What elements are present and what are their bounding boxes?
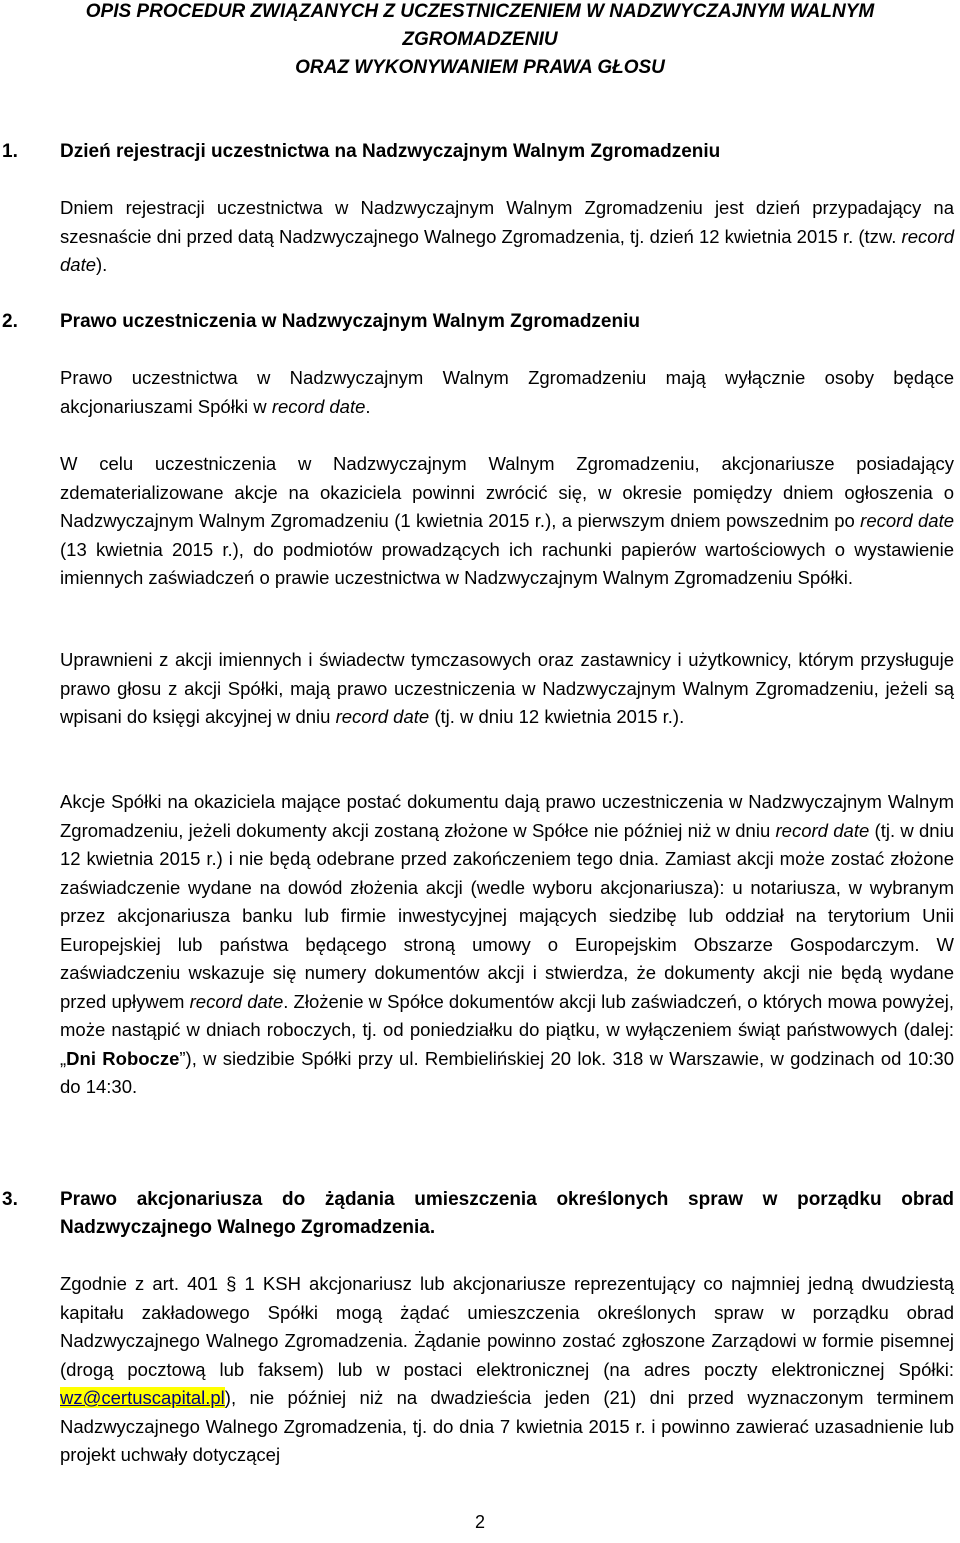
paragraph: Zgodnie z art. 401 § 1 KSH akcjonariusz lub akcjonariusze reprezentujący co najmniej jedną dwudziestą kapitału zakładowego Spółki mogą żądać umieszczenia określonych spraw w porządku obrad Nadzwyczajnego Walnego Zgromadzenia. Żądanie powinno zostać zgłoszone Zarządowi w formie pisemnej (drogą pocztową lub faksem) lub w postaci elektronicznej (na adres poczty elektronicznej Spółki: wz@certuscapital.pl), nie później niż na dwadzieścia jeden (21) dni przed wyznaczonym terminem Nadzwyczajnego Walnego Zgromadzenia, tj. do dnia 7 kwietnia 2015 r. i powinno zawierać uzasadnienie lub projekt uchwały dotyczącej <box>60 1273 954 1465</box>
section-title: Dzień rejestracji uczestnictwa na Nadzwyczajnym Walnym Zgromadzeniu <box>60 141 721 162</box>
section-title: Prawo akcjonariusza do żądania umieszczenia określonych spraw w porządku obrad Nadzwyczajnego Walnego Zgromadzenia. <box>60 1189 954 1238</box>
title-line-1: OPIS PROCEDUR ZWIĄZANYCH Z UCZESTNICZENIEM W NADZWYCZAJNYM WALNYM <box>85 1 875 22</box>
section-number: 2. <box>2 311 18 332</box>
section-title: Prawo uczestniczenia w Nadzwyczajnym Walnym Zgromadzeniu <box>60 311 640 332</box>
title-line-2: ZGROMADZENIU <box>402 29 558 50</box>
defined-term: Dni Robocze <box>66 1047 180 1069</box>
section-number: 1. <box>2 141 18 162</box>
section-heading <box>0 1186 960 1242</box>
paragraph: Akcje Spółki na okaziciela mające postać dokumentu dają prawo uczestniczenia w Nadzwyczajnym Walnym Zgromadzeniu, jeżeli dokumenty akcji zostaną złożone w Spółce nie później niż w dniu record date (tj. w dniu 12 kwietnia 2015 r.) i nie będą odebrane przed zakończeniem tego dnia. Zamiast akcji może zostać złożone zaświadczenie wydane na dowód złożenia akcji (wedle wyboru akcjonariusza): u notariusza, w wybranym przez akcjonariusza banku lub firmie inwestycyjnej mających siedzibę lub oddział na terytorium Unii Europejskiej lub państwa będącego stroną umowy o Europejskim Obszarze Gospodarczym. W zaświadczeniu wskazuje się numery dokumentów akcji i stwierdza, że dokumenty akcji nie będą wydane przed upływem record date. Złożenie w Spółce dokumentów akcji lub zaświadczeń, o których mowa powyżej, może nastąpić w dniach roboczych, tj. od poniedziałku do piątku, w wyłączeniem świąt państwowych (dalej: „Dni Robocze”), w siedzibie Spółki przy ul. Rembielińskiej 20 lok. 318 w Warszawie, w godzinach od 10:30 do 14:30. <box>60 791 954 1097</box>
page-number: 2 <box>474 1512 485 1532</box>
section-3 <box>0 1186 960 1242</box>
section-heading <box>0 138 960 166</box>
title-line-3: ORAZ WYKONYWANIEM PRAWA GŁOSU <box>295 57 665 78</box>
paragraph: W celu uczestniczenia w Nadzwyczajnym Walnym Zgromadzeniu, akcjonariusze posiadający zdematerializowane akcje na okaziciela powinni zwrócić się, w okresie pomiędzy dniem ogłoszenia o Nadzwyczajnym Walnym Zgromadzeniu (1 kwietnia 2015 r.), a pierwszym dniem powszednim po record date (13 kwietnia 2015 r.), do podmiotów prowadzących ich rachunki papierów wartościowych o wystawienie imiennych zaświadczeń o prawie uczestnictwa w Nadzwyczajnym Walnym Zgromadzeniu Spółki. <box>60 453 955 588</box>
paragraph: Prawo uczestnictwa w Nadzwyczajnym Walnym Zgromadzeniu mają wyłącznie osoby będące akcjonariuszami Spółki w record date. <box>60 367 954 417</box>
email-link[interactable]: wz@certuscapital.pl <box>60 1387 225 1408</box>
section-2 <box>0 308 960 336</box>
section-number: 3. <box>2 1189 18 1210</box>
document-title <box>0 0 960 82</box>
paragraph: Uprawnieni z akcji imiennych i świadectw tymczasowych oraz zastawnicy i użytkownicy, którym przysługuje prawo głosu z akcji Spółki, mają prawo uczestniczenia w Nadzwyczajnym Walnym Zgromadzeniu, jeżeli są wpisani do księgi akcyjnej w dniu record date (tj. w dniu 12 kwietnia 2015 r.). <box>60 649 954 727</box>
paragraph: Dniem rejestracji uczestnictwa w Nadzwyczajnym Walnym Zgromadzeniu jest dzień przypadający na szesnaście dni przed datą Nadzwyczajnego Walnego Zgromadzenia, tj. dzień 12 kwietnia 2015 r. (tzw. record date). <box>60 197 954 275</box>
section-1 <box>0 138 960 166</box>
section-heading <box>0 308 960 336</box>
